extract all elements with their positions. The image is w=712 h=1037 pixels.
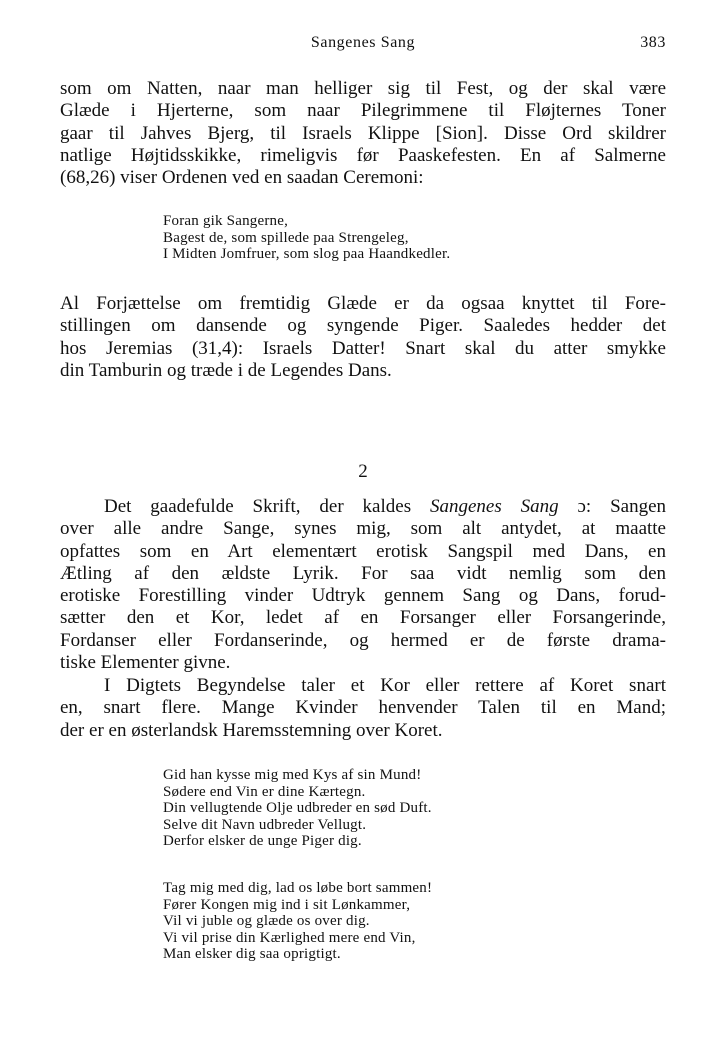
verse-line: Gid han kysse mig med Kys af sin Mund! — [163, 767, 422, 783]
text-line: din Tamburin og træde i de Legendes Dans. — [60, 359, 392, 381]
text-line: sætter den et Kor, ledet af en Forsanger eller Forsangerinde, — [60, 607, 666, 629]
paragraph-4 — [60, 675, 666, 742]
text-line: opfattes som en Art elementært erotisk Sangspil med Dans, en — [60, 540, 666, 562]
verse-quote-3 — [163, 880, 432, 963]
text-line: gaar til Jahves Bjerg, til Israels Klippe [Sion]. Disse Ord skildrer — [60, 122, 666, 144]
verse-line: Sødere end Vin er dine Kærtegn. — [163, 783, 366, 800]
verse-line: Man elsker dig saa oprigtigt. — [163, 946, 341, 963]
text-line: Fordanser eller Fordanserinde, og hermed er de første drama- — [60, 629, 666, 651]
verse-line: Foran gik Sangerne, — [163, 213, 289, 229]
text-line: der er en østerlandsk Haremsstemning over Koret. — [60, 719, 443, 741]
page-number: 383 — [640, 34, 666, 51]
paragraph-3 — [60, 496, 666, 674]
text-line: natlige Højtidsskikke, rimeligvis før Paaskefesten. En af Salmerne — [60, 144, 666, 166]
text-line: hos Jeremias (31,4): Israels Datter! Snart skal du atter smykke — [60, 337, 666, 359]
text-line: en, snart flere. Mange Kvinder henvender Talen til en Mand; — [60, 697, 666, 719]
text-run: ɔ: Sangen — [558, 496, 666, 517]
text-line: Ætling af den ældste Lyrik. For saa vidt nemlig som den — [60, 562, 666, 584]
text-line: stillingen om dansende og syngende Piger. Saaledes hedder det — [60, 315, 666, 337]
paragraph-1 — [60, 78, 666, 189]
verse-quote-1 — [163, 213, 450, 263]
verse-line: Din vellugtende Olje udbreder en sød Duft. — [163, 800, 432, 817]
verse-quote-2 — [163, 767, 432, 850]
running-title: Sangenes Sang — [310, 34, 416, 51]
text-line: erotiske Forestilling vinder Udtryk gennem Sang og Dans, forud- — [60, 585, 666, 607]
section-number: 2 — [358, 461, 368, 482]
verse-line: I Midten Jomfruer, som slog paa Haandkedler. — [163, 246, 451, 263]
text-line: som om Natten, naar man helliger sig til Fest, og der skal være — [60, 78, 666, 99]
verse-line: Derfor elsker de unge Piger dig. — [163, 833, 362, 850]
verse-line: Bagest de, som spillede paa Strengeleg, — [163, 229, 409, 246]
paragraph-2 — [60, 293, 666, 382]
verse-line: Vil vi juble og glæde os over dig. — [163, 913, 370, 930]
text-line: tiske Elementer givne. — [60, 652, 231, 674]
verse-line: Fører Kongen mig ind i sit Lønkammer, — [163, 896, 411, 913]
text-run: Det gaadefulde Skrift, der kaldes — [104, 496, 430, 517]
text-line: I Digtets Begyndelse taler et Kor eller rettere af Koret snart — [104, 675, 666, 696]
text-line: Al Forjættelse om fremtidig Glæde er da ogsaa knyttet til Fore- — [60, 293, 666, 314]
text-line — [60, 496, 666, 518]
running-head — [60, 34, 666, 56]
text-line: Glæde i Hjerterne, som naar Pilegrimmene til Fløjternes Toner — [60, 100, 666, 122]
verse-line: Tag mig med dig, lad os løbe bort sammen! — [163, 880, 433, 896]
verse-line: Selve dit Navn udbreder Vellugt. — [163, 816, 367, 833]
book-title: Sangenes Sang — [429, 496, 559, 517]
verse-line: Vi vil prise din Kærlighed mere end Vin, — [163, 929, 416, 946]
text-line: over alle andre Sange, synes mig, som alt antydet, at maatte — [60, 518, 666, 540]
text-line: (68,26) viser Ordenen ved en saadan Ceremoni: — [60, 167, 424, 189]
